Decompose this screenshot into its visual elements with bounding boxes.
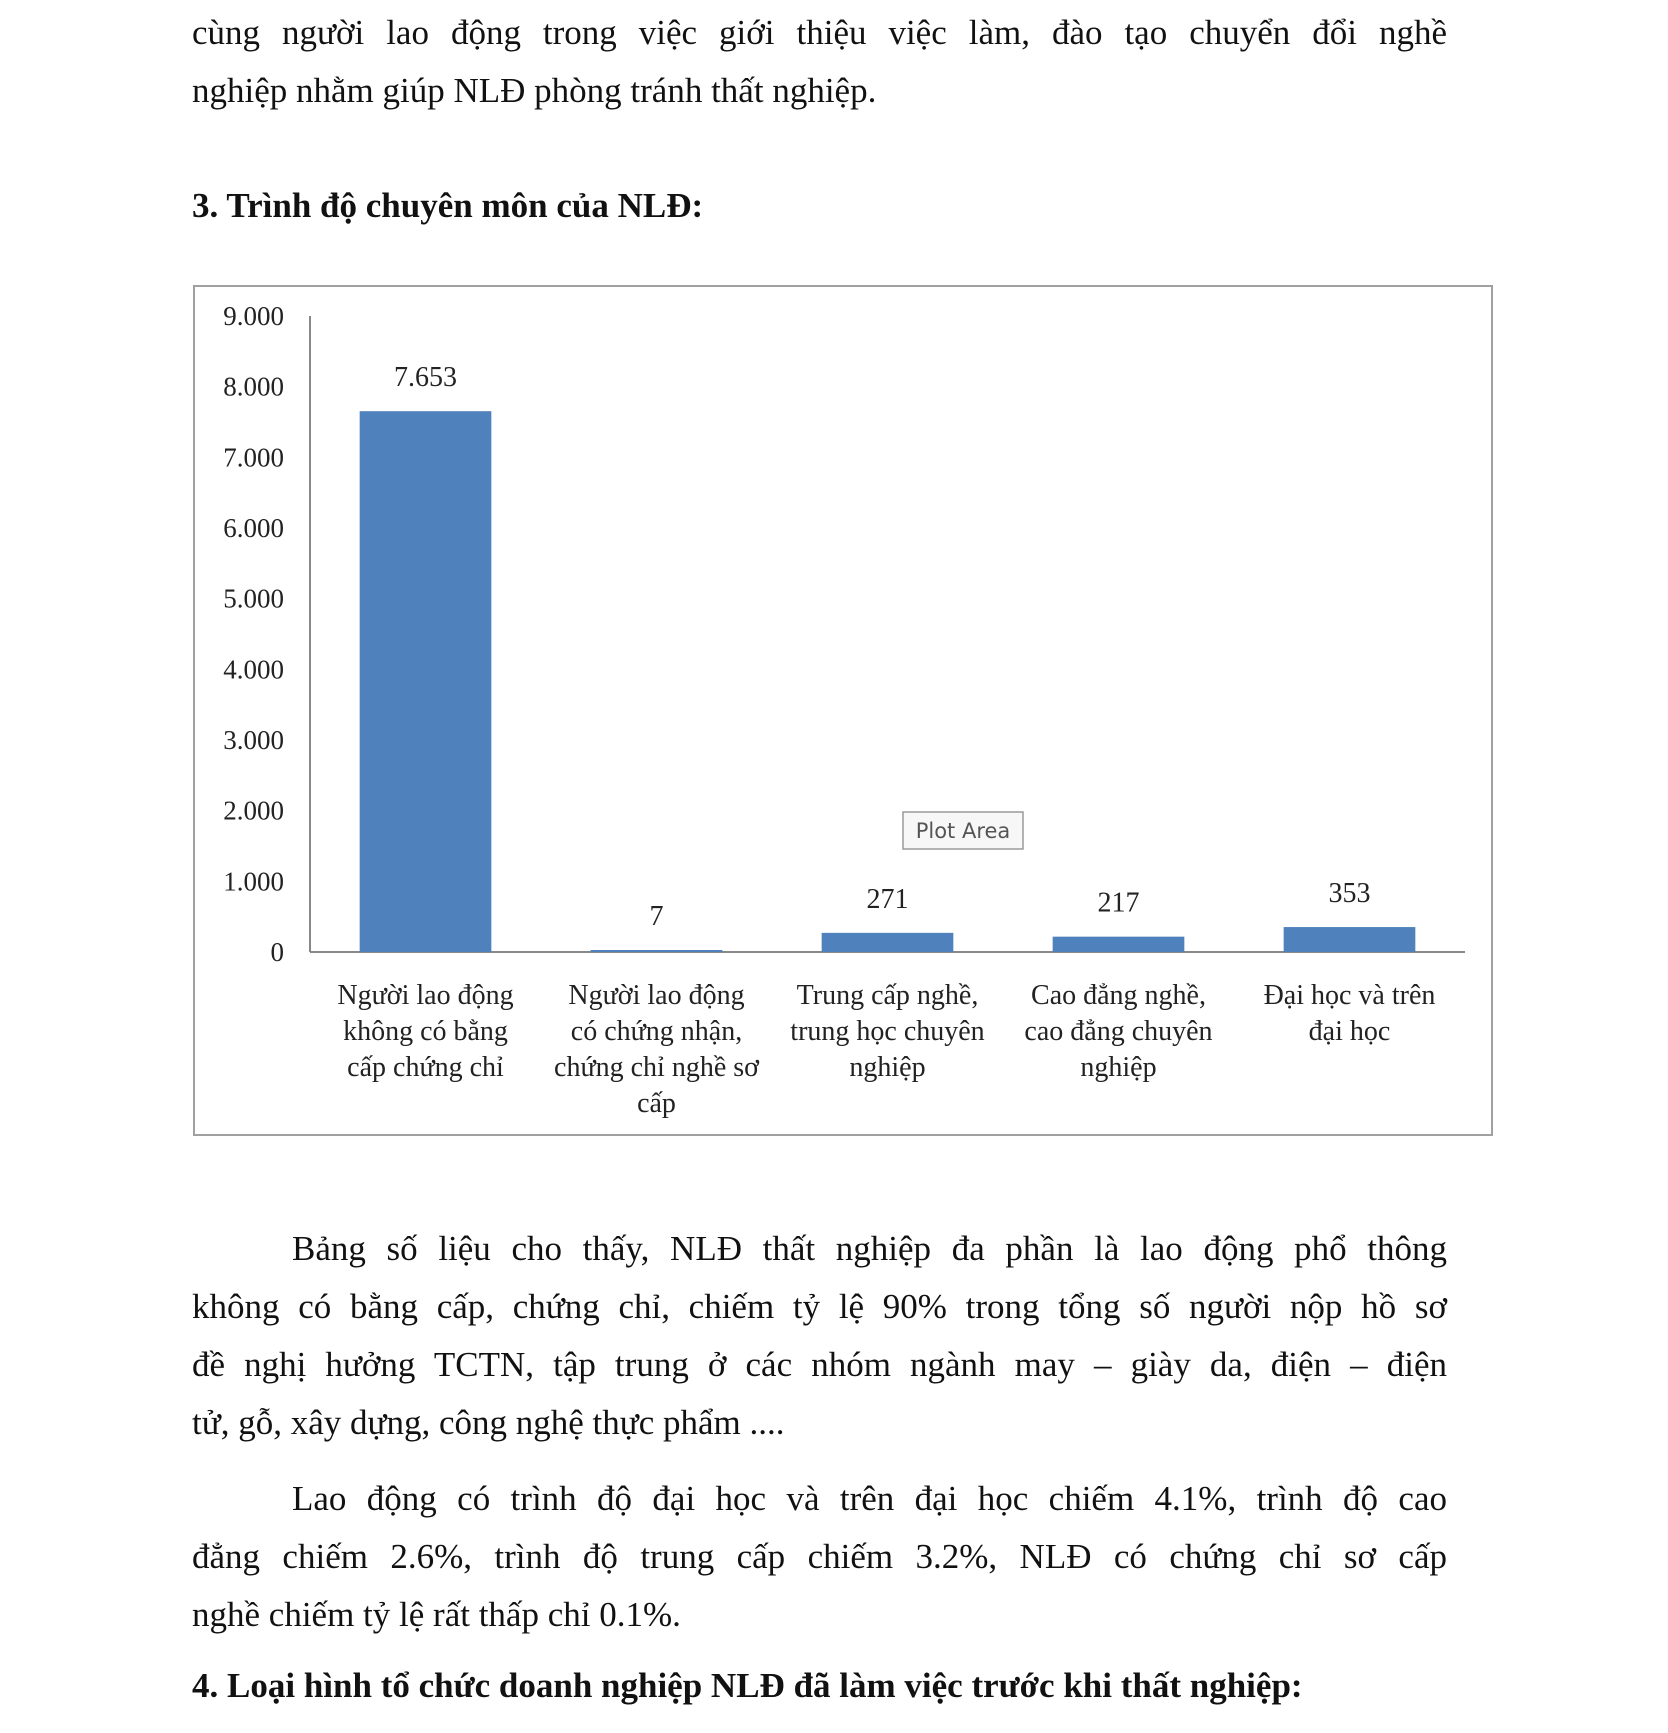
y-tick-label: 0 (270, 937, 284, 967)
analysis-paragraph-2 (192, 1470, 1447, 1644)
x-category-label-line: cấp (637, 1088, 676, 1119)
y-tick-label: 2.000 (223, 795, 284, 826)
plot-area-tooltip (903, 812, 1023, 849)
analysis-paragraph-1 (192, 1220, 1447, 1452)
x-category-label-line: Cao đẳng nghề, (1031, 980, 1206, 1011)
data-label: 271 (866, 883, 909, 915)
x-category-label-line: Người lao động (337, 980, 514, 1011)
y-tick-label: 8.000 (223, 371, 284, 402)
text-line: đẳng chiếm 2.6%, trình độ trung cấp chiếm 3.2%, NLĐ có chứng chỉ sơ cấp (192, 1537, 1447, 1576)
text-line: Bảng số liệu cho thấy, NLĐ thất nghiệp đa phần là lao động phổ thông (292, 1229, 1447, 1268)
bar (822, 933, 954, 952)
x-category-label-line: Trung cấp nghề, (796, 980, 979, 1011)
y-tick-label: 6.000 (223, 513, 284, 543)
data-label: 7.653 (394, 362, 457, 394)
y-tick-label: 4.000 (223, 654, 284, 685)
x-category-label-line: Đại học và trên (1263, 980, 1436, 1011)
plot-area-tooltip-text: Plot Area (915, 819, 1011, 843)
x-category-label-line: chứng chỉ nghề sơ (554, 1052, 759, 1083)
y-tick-label: 7.000 (223, 442, 284, 473)
x-category-label-line: nghiệp (1080, 1052, 1157, 1083)
text-line: Lao động có trình độ đại học và trên đại học chiếm 4.1%, trình độ cao (292, 1479, 1447, 1518)
x-category-label-line: trung học chuyên (790, 1016, 985, 1047)
text-line: nghiệp nhằm giúp NLĐ phòng tránh thất nghiệp. (192, 71, 877, 110)
x-category-label-line: cấp chứng chỉ (347, 1052, 504, 1083)
data-label: 217 (1097, 887, 1140, 919)
text-line: không có bằng cấp, chứng chỉ, chiếm tỷ lệ 90% trong tổng số người nộp hồ sơ (192, 1287, 1447, 1326)
x-category-label (337, 980, 513, 1083)
x-category-label-line: Người lao động (568, 980, 745, 1011)
text-line: đề nghị hưởng TCTN, tập trung ở các nhóm ngành may – giày da, điện – điện (192, 1345, 1447, 1384)
section-heading-3: 3. Trình độ chuyên môn của NLĐ: (192, 186, 704, 225)
y-tick-label: 1.000 (223, 866, 284, 897)
data-label: 7 (649, 901, 664, 932)
x-category-label-line: đại học (1308, 1016, 1391, 1047)
x-category-label-line: có chứng nhận, (570, 1016, 743, 1047)
bar (1284, 927, 1416, 952)
y-tick-label: 9.000 (223, 301, 284, 331)
text-line: cùng người lao động trong việc giới thiệu việc làm, đào tạo chuyển đổi nghề (192, 13, 1447, 52)
x-category-label-line: nghiệp (849, 1052, 926, 1083)
text-line: tử, gỗ, xây dựng, công nghệ thực phẩm .... (192, 1403, 785, 1442)
y-tick-label: 5.000 (223, 583, 284, 614)
bar (1053, 937, 1185, 952)
x-category-label-line: không có bằng (343, 1016, 508, 1047)
y-tick-label: 3.000 (223, 725, 284, 755)
text-line: nghề chiếm tỷ lệ rất thấp chỉ 0.1%. (192, 1595, 681, 1634)
section-heading-4: 4. Loại hình tổ chức doanh nghiệp NLĐ đã làm việc trước khi thất nghiệp: (192, 1666, 1303, 1705)
x-category-label-line: cao đẳng chuyên (1024, 1016, 1213, 1047)
bar (591, 950, 723, 952)
data-label: 353 (1328, 878, 1371, 910)
bar (360, 411, 492, 952)
